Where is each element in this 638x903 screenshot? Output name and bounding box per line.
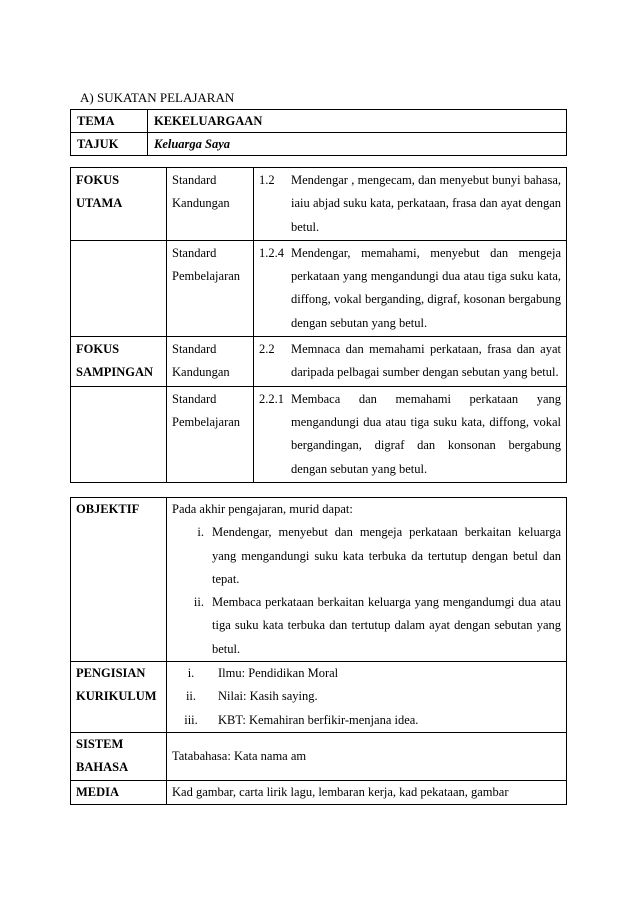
standard-type: Standard Pembelajaran	[167, 386, 254, 482]
list-item: iii. KBT: Kemahiran berfikir-menjana idea.	[184, 712, 419, 727]
standard-text: Mendengar, memahami, menyebut dan mengeja perkataan yang mengandungi dua atau tiga suku kata, diffong, vokal berganding, digraf, kosonan bergabung dengan sebutan yang betul.	[291, 245, 561, 330]
list-item: ii. Membaca perkataan berkaitan keluarga yang mengandumgi dua atau tiga suku kata terbuka dan tertutup dalam ayat dengan sebutan yang betul.	[193, 595, 561, 656]
standard-content	[254, 386, 567, 482]
focus-label: FOKUS UTAMA	[71, 168, 167, 241]
media-row	[71, 780, 567, 804]
focus-label	[71, 240, 167, 336]
standard-code: 2.2	[259, 342, 275, 357]
objective-label: OBJEKTIF	[71, 498, 167, 662]
focus-row	[71, 168, 567, 241]
title-row	[71, 133, 567, 156]
theme-table	[70, 109, 567, 156]
curriculum-content	[167, 662, 567, 733]
theme-value: KEKELUARGAAN	[148, 110, 567, 133]
standard-code: 1.2.4	[259, 245, 284, 260]
focus-row	[71, 386, 567, 482]
standard-code: 2.2.1	[259, 391, 284, 406]
language-system-label: SISTEM BAHASA	[71, 732, 167, 780]
curriculum-row	[71, 662, 567, 733]
title-value: Keluarga Saya	[148, 133, 567, 156]
objective-table	[70, 497, 567, 805]
standard-code: 1.2	[259, 173, 275, 187]
media-label: MEDIA	[71, 780, 167, 804]
focus-label: FOKUS SAMPINGAN	[71, 337, 167, 387]
section-heading: A) SUKATAN PELAJARAN	[80, 90, 235, 105]
theme-row	[71, 110, 567, 133]
standard-content	[254, 168, 567, 241]
media-value: Kad gambar, carta lirik lagu, lembaran kerja, kad pekataan, gambar	[167, 780, 567, 804]
standard-type: Standard Pembelajaran	[167, 240, 254, 336]
standard-type: Standard Kandungan	[167, 337, 254, 387]
curriculum-label: PENGISIAN KURIKULUM	[71, 662, 167, 733]
focus-label	[71, 386, 167, 482]
focus-table	[70, 167, 567, 483]
list-item: ii. Nilai: Kasih saying.	[185, 689, 318, 704]
focus-row	[71, 337, 567, 387]
theme-label: TEMA	[71, 110, 148, 133]
standard-text: Membaca dan memahami perkataan yang mengandungi dua atau tiga suku kata, diffong, vokal bergandingan, digraf dan konsonan bergabung dengan sebutan yang betul.	[291, 391, 561, 476]
objective-content	[167, 498, 567, 662]
list-item: i. Mendengar, menyebut dan mengeja perkataan berkaitan keluarga yang mengandungi suku kata terbuka dа tertutup dengan betul dan tepat.	[197, 525, 561, 586]
standard-text: Memnaca dan memahami perkataan, frasa dan ayat daripada pelbagai sumber dengan sebutan yang betul.	[291, 342, 561, 380]
language-system-row	[71, 732, 567, 780]
focus-row	[71, 240, 567, 336]
objective-intro: Pada akhir pengajaran, murid dapat:	[172, 502, 353, 516]
standard-text: Mendengar , mengecam, dan menyebut bunyi bahasa, iaiu abjad suku kata, perkataan, frasa dan ayat dengan betul.	[291, 173, 561, 234]
list-item: i. Ilmu: Pendidikan Moral	[187, 666, 339, 681]
objective-row	[71, 498, 567, 662]
title-label: TAJUK	[71, 133, 148, 156]
standard-type: Standard Kandungan	[167, 168, 254, 241]
standard-content	[254, 240, 567, 336]
language-system-value: Tatabahasa: Kata nama am	[167, 732, 567, 780]
standard-content	[254, 337, 567, 387]
